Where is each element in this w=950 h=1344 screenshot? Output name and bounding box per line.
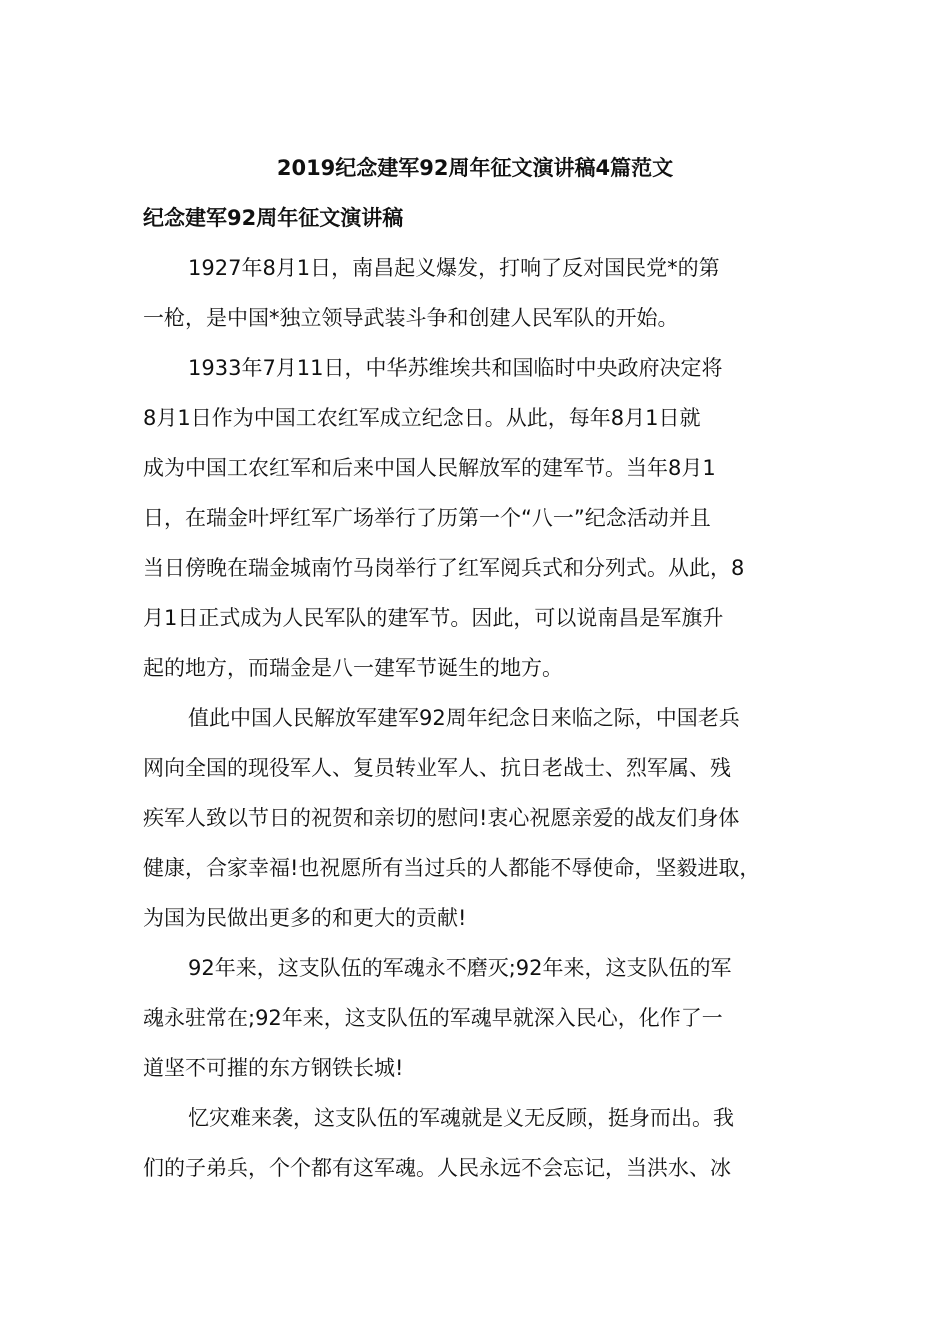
paragraph-line: 成为中国工农红军和后来中国人民解放军的建军节。当年8月1 bbox=[143, 456, 716, 480]
paragraph-line: 日，在瑞金叶坪红军广场举行了历第一个“八一”纪念活动并且 bbox=[143, 506, 711, 530]
paragraph-line: 92年来，这支队伍的军魂永不磨灭;92年来，这支队伍的军 bbox=[188, 956, 732, 980]
paragraph-line: 们的子弟兵，个个都有这军魂。人民永远不会忘记，当洪水、冰 bbox=[143, 1156, 731, 1180]
paragraph-line: 忆灾难来袭，这支队伍的军魂就是义无反顾，挺身而出。我 bbox=[188, 1106, 734, 1130]
paragraph-line: 为国为民做出更多的和更大的贡献! bbox=[143, 906, 467, 930]
paragraph-line: 值此中国人民解放军建军92周年纪念日来临之际，中国老兵 bbox=[188, 706, 740, 730]
paragraph-line: 8月1日作为中国工农红军成立纪念日。从此，每年8月1日就 bbox=[143, 406, 701, 430]
paragraph-line: 1927年8月1日，南昌起义爆发，打响了反对国民党*的第 bbox=[188, 256, 720, 280]
paragraph-line: 当日傍晚在瑞金城南竹马岗举行了红军阅兵式和分列式。从此，8 bbox=[143, 556, 745, 580]
paragraph-line: 道坚不可摧的东方钢铁长城! bbox=[143, 1056, 404, 1080]
section-heading: 纪念建军92周年征文演讲稿 bbox=[143, 206, 404, 230]
document-title: 2019纪念建军92周年征文演讲稿4篇范文 bbox=[276, 156, 674, 180]
paragraph-line: 网向全国的现役军人、复员转业军人、抗日老战士、烈军属、残 bbox=[143, 756, 731, 780]
paragraph-line: 疾军人致以节日的祝贺和亲切的慰问!衷心祝愿亲爱的战友们身体 bbox=[143, 806, 740, 830]
paragraph-line: 起的地方，而瑞金是八一建军节诞生的地方。 bbox=[143, 656, 563, 680]
paragraph-line: 魂永驻常在;92年来，这支队伍的军魂早就深入民心，化作了一 bbox=[143, 1006, 723, 1030]
paragraph-line: 一枪，是中国*独立领导武装斗争和创建人民军队的开始。 bbox=[143, 306, 679, 330]
paragraph-line: 健康，合家幸福!也祝愿所有当过兵的人都能不辱使命，坚毅进取， bbox=[143, 856, 761, 880]
paragraph-line: 1933年7月11日，中华苏维埃共和国临时中央政府决定将 bbox=[188, 356, 723, 380]
paragraph-line: 月1日正式成为人民军队的建军节。因此，可以说南昌是军旗升 bbox=[143, 606, 724, 630]
